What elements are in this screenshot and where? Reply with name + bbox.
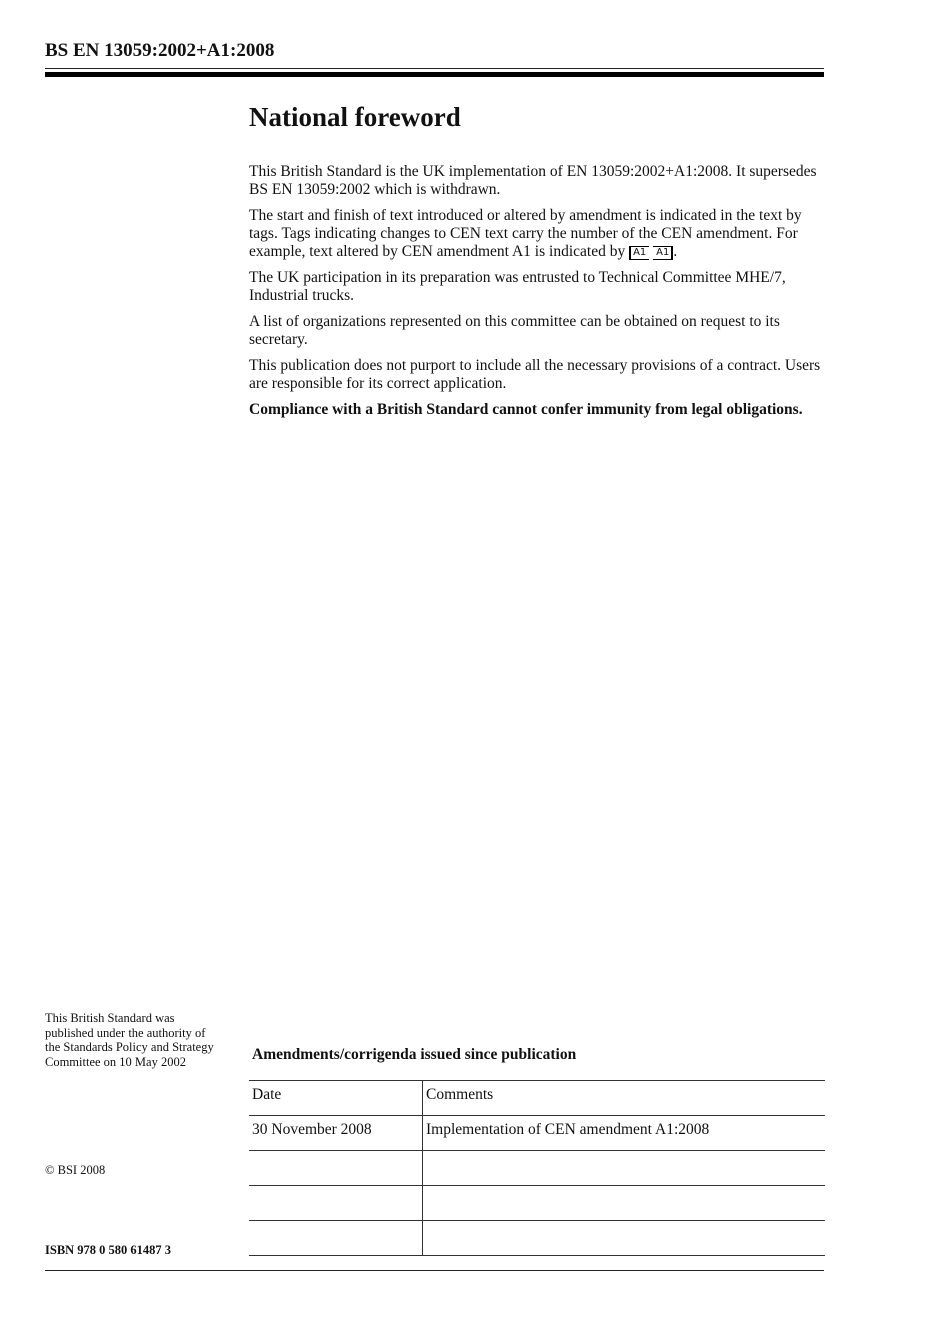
top-thin-rule <box>45 68 824 69</box>
amendment-start-tag-icon: A1 <box>629 246 649 260</box>
document-id: BS EN 13059:2002+A1:2008 <box>45 40 275 61</box>
paragraph-implementation: This British Standard is the UK implementation of EN 13059:2002+A1:2008. It supersedes BS EN 13059:2002 which is withdrawn. <box>249 163 817 198</box>
isbn: ISBN 978 0 580 61487 3 <box>45 1243 172 1257</box>
amendment-comment <box>423 1221 826 1256</box>
page-title: National foreword <box>249 102 461 132</box>
amendment-comment <box>423 1186 826 1221</box>
foreword-body <box>249 163 829 427</box>
paragraph-committee: The UK participation in its preparation was entrusted to Technical Committee MHE/7, Industrial trucks. <box>249 269 786 304</box>
amendment-date: 30 November 2008 <box>249 1116 423 1151</box>
paragraph-organizations: A list of organizations represented on this committee can be obtained on request to its secretary. <box>249 313 780 348</box>
table-row <box>249 1116 825 1151</box>
table-row <box>249 1151 825 1186</box>
amendments-heading: Amendments/corrigenda issued since publication <box>252 1046 577 1063</box>
column-header-date: Date <box>249 1081 423 1116</box>
paragraph-compliance: Compliance with a British Standard cannot confer immunity from legal obligations. <box>249 401 803 418</box>
column-header-comments: Comments <box>423 1081 826 1116</box>
paragraph-provisions: This publication does not purport to include all the necessary provisions of a contract. Users are responsible for its correct application. <box>249 357 821 392</box>
table-header-row <box>249 1081 825 1116</box>
amendments-table <box>249 1080 825 1256</box>
publication-note: This British Standard was published under the authority of the Standards Policy and Strategy Committee on 10 May 2002 <box>45 1011 214 1069</box>
amendment-comment <box>423 1151 826 1186</box>
top-thick-rule <box>45 72 824 77</box>
paragraph-amendment-tags-text: The start and finish of text introduced or altered by amendment is indicated in the text by tags. Tags indicating changes to CEN text carry the number of the CEN amendment. For example, text altered by CEN amendment A1 is indicated by <box>249 207 802 260</box>
amendment-date <box>249 1186 423 1221</box>
amendment-comment: Implementation of CEN amendment A1:2008 <box>423 1116 826 1151</box>
table-row <box>249 1186 825 1221</box>
amendment-date <box>249 1221 423 1256</box>
paragraph-amendment-tags <box>249 207 829 261</box>
amendment-date <box>249 1151 423 1186</box>
amendment-end-tag-icon: A1 <box>653 246 673 260</box>
copyright-notice: © BSI 2008 <box>45 1163 106 1177</box>
table-row <box>249 1221 825 1256</box>
bottom-rule <box>45 1270 824 1271</box>
paragraph-amendment-tags-end: . <box>673 243 678 260</box>
